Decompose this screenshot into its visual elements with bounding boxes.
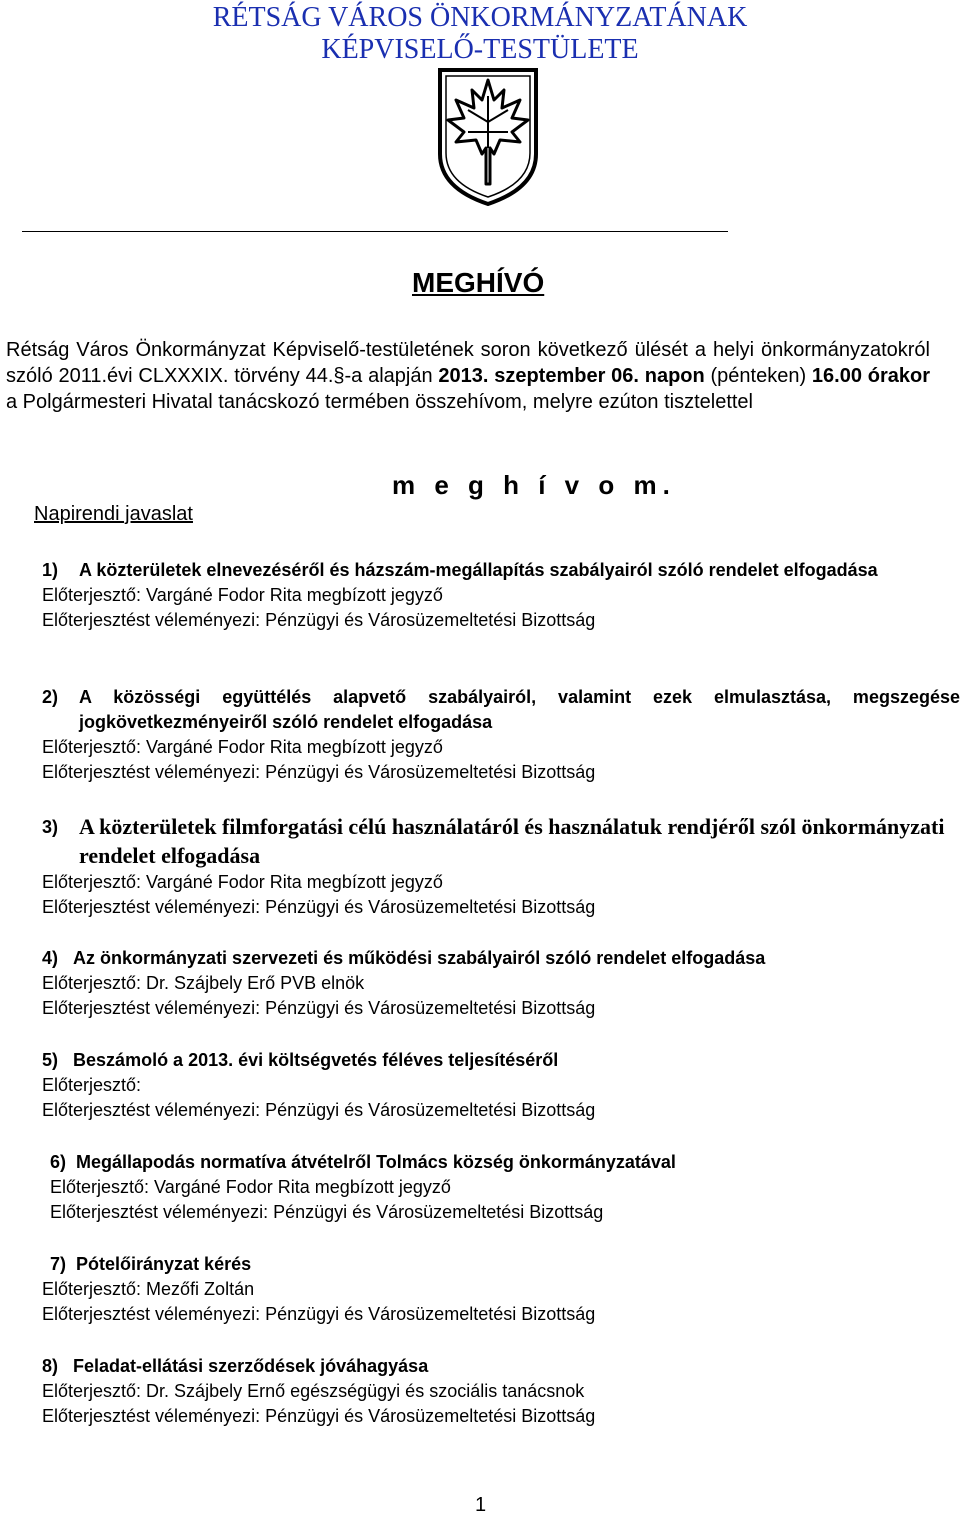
agenda-item-presenter: Előterjesztő: (42, 1075, 142, 1095)
agenda-item-presenter: Előterjesztő: Vargáné Fodor Rita megbízott jegyző (50, 1177, 451, 1197)
agenda-item-reviewer: Előterjesztést véleményezi: Pénzügyi és Városüzemeltetési Bizottság (50, 1202, 604, 1222)
agenda-item-6 (50, 1150, 960, 1225)
coat-of-arms-leaf-icon (428, 66, 548, 206)
agenda-item-4 (42, 946, 960, 1021)
agenda-item-title: A közösségi együttélés alapvető szabályairól, valamint ezek elmulasztása, megszegése jogkövetkezményeiről szóló rendelet elfogadása (79, 687, 960, 732)
agenda-item-title: 5) Beszámoló a 2013. évi költségvetés féléves teljesítéséről (42, 1050, 559, 1070)
header-line-1: RÉTSÁG VÁROS ÖNKORMÁNYZATÁNAK (212, 2, 748, 33)
invitation-phrase: m e g h í v o m. (392, 470, 676, 500)
agenda-item-8 (42, 1354, 960, 1429)
agenda-item-presenter: Előterjesztő: Vargáné Fodor Rita megbízott jegyző (42, 737, 443, 757)
agenda-item-reviewer: Előterjesztést véleményezi: Pénzügyi és Városüzemeltetési Bizottság (42, 998, 596, 1018)
agenda-item-reviewer: Előterjesztést véleményezi: Pénzügyi és Városüzemeltetési Bizottság (42, 1406, 596, 1426)
agenda-item-title: 7) Pótelőirányzat kérés (50, 1254, 252, 1274)
agenda-item-title: 8) Feladat-ellátási szerződések jóváhagyása (42, 1356, 429, 1376)
agenda-item-7 (42, 1252, 960, 1327)
agenda-item-reviewer: Előterjesztést véleményezi: Pénzügyi és Városüzemeltetési Bizottság (42, 762, 596, 782)
agenda-item-title: A közterületek elnevezéséről és házszám-megállapítás szabályairól szóló rendelet elfogadása (79, 560, 878, 580)
agenda-item-presenter: Előterjesztő: Dr. Szájbely Ernő egészségügyi és szociális tanácsnok (42, 1381, 585, 1401)
agenda-item-presenter: Előterjesztő: Vargáné Fodor Rita megbízott jegyző (42, 585, 443, 605)
header-divider (22, 231, 728, 232)
agenda-heading: Napirendi javaslat (34, 503, 193, 525)
page-number: 1 (475, 1494, 487, 1516)
intro-paragraph: Rétság Város Önkormányzat Képviselő-testületének soron következő ülését a helyi önkormányzatokról szóló 2011.évi CLXXXIX. törvény 44.§-a alapján 2013. szeptember 06. napon (pénteken) 16.00 órakor a Polgármesteri Hivatal tanácskozó termében összehívom, melyre ezúton tisztelettel (6, 339, 930, 413)
agenda-item-presenter: Előterjesztő: Dr. Szájbely Erő PVB elnök (42, 973, 365, 993)
agenda-item-1: 1) A közterületek elnevezéséről és házszám-megállapítás szabályairól szóló rendelet elfogadása Előterjesztő: Vargáné Fodor Rita megbízott jegyző Előterjesztést véleményezi: Pénzügyi és Városüzemeltetési Bizottság (42, 558, 960, 633)
agenda-item-title: A közterületek filmforgatási célú használatáról és használatuk rendjéről szól önkormányzati rendelet elfogadása (79, 814, 945, 868)
agenda-item-presenter: Előterjesztő: Vargáné Fodor Rita megbízott jegyző (42, 872, 443, 892)
agenda-item-title: 6) Megállapodás normatíva átvételről Tolmács község önkormányzatával (50, 1152, 676, 1172)
agenda-item-title: 4) Az önkormányzati szervezeti és működési szabályairól szóló rendelet elfogadása (42, 948, 766, 968)
document-title: MEGHÍVÓ (412, 267, 545, 298)
agenda-item-presenter: Előterjesztő: Mezőfi Zoltán (42, 1279, 255, 1299)
agenda-item-reviewer: Előterjesztést véleményezi: Pénzügyi és Városüzemeltetési Bizottság (42, 1304, 596, 1324)
agenda-item-reviewer: Előterjesztést véleményezi: Pénzügyi és Városüzemeltetési Bizottság (42, 1100, 596, 1120)
header-line-2: KÉPVISELŐ-TESTÜLETE (321, 34, 639, 65)
agenda-item-3: 3) A közterületek filmforgatási célú használatáról és használatuk rendjéről szól önkormányzati rendelet elfogadása Előterjesztő: Vargáné Fodor Rita megbízott jegyző Előterjesztést véleményezi: Pénzügyi és Városüzemeltetési Bizottság (42, 812, 960, 920)
agenda-item-2: 2) A közösségi együttélés alapvető szabályairól, valamint ezek elmulasztása, megszegése jogkövetkezményeiről szóló rendelet elfogadása Előterjesztő: Vargáné Fodor Rita megbízott jegyző Előterjesztést véleményezi: Pénzügyi és Városüzemeltetési Bizottság (42, 685, 960, 785)
agenda-item-reviewer: Előterjesztést véleményezi: Pénzügyi és Városüzemeltetési Bizottság (42, 610, 596, 630)
agenda-item-5 (42, 1048, 960, 1123)
agenda-item-reviewer: Előterjesztést véleményezi: Pénzügyi és Városüzemeltetési Bizottság (42, 897, 596, 917)
